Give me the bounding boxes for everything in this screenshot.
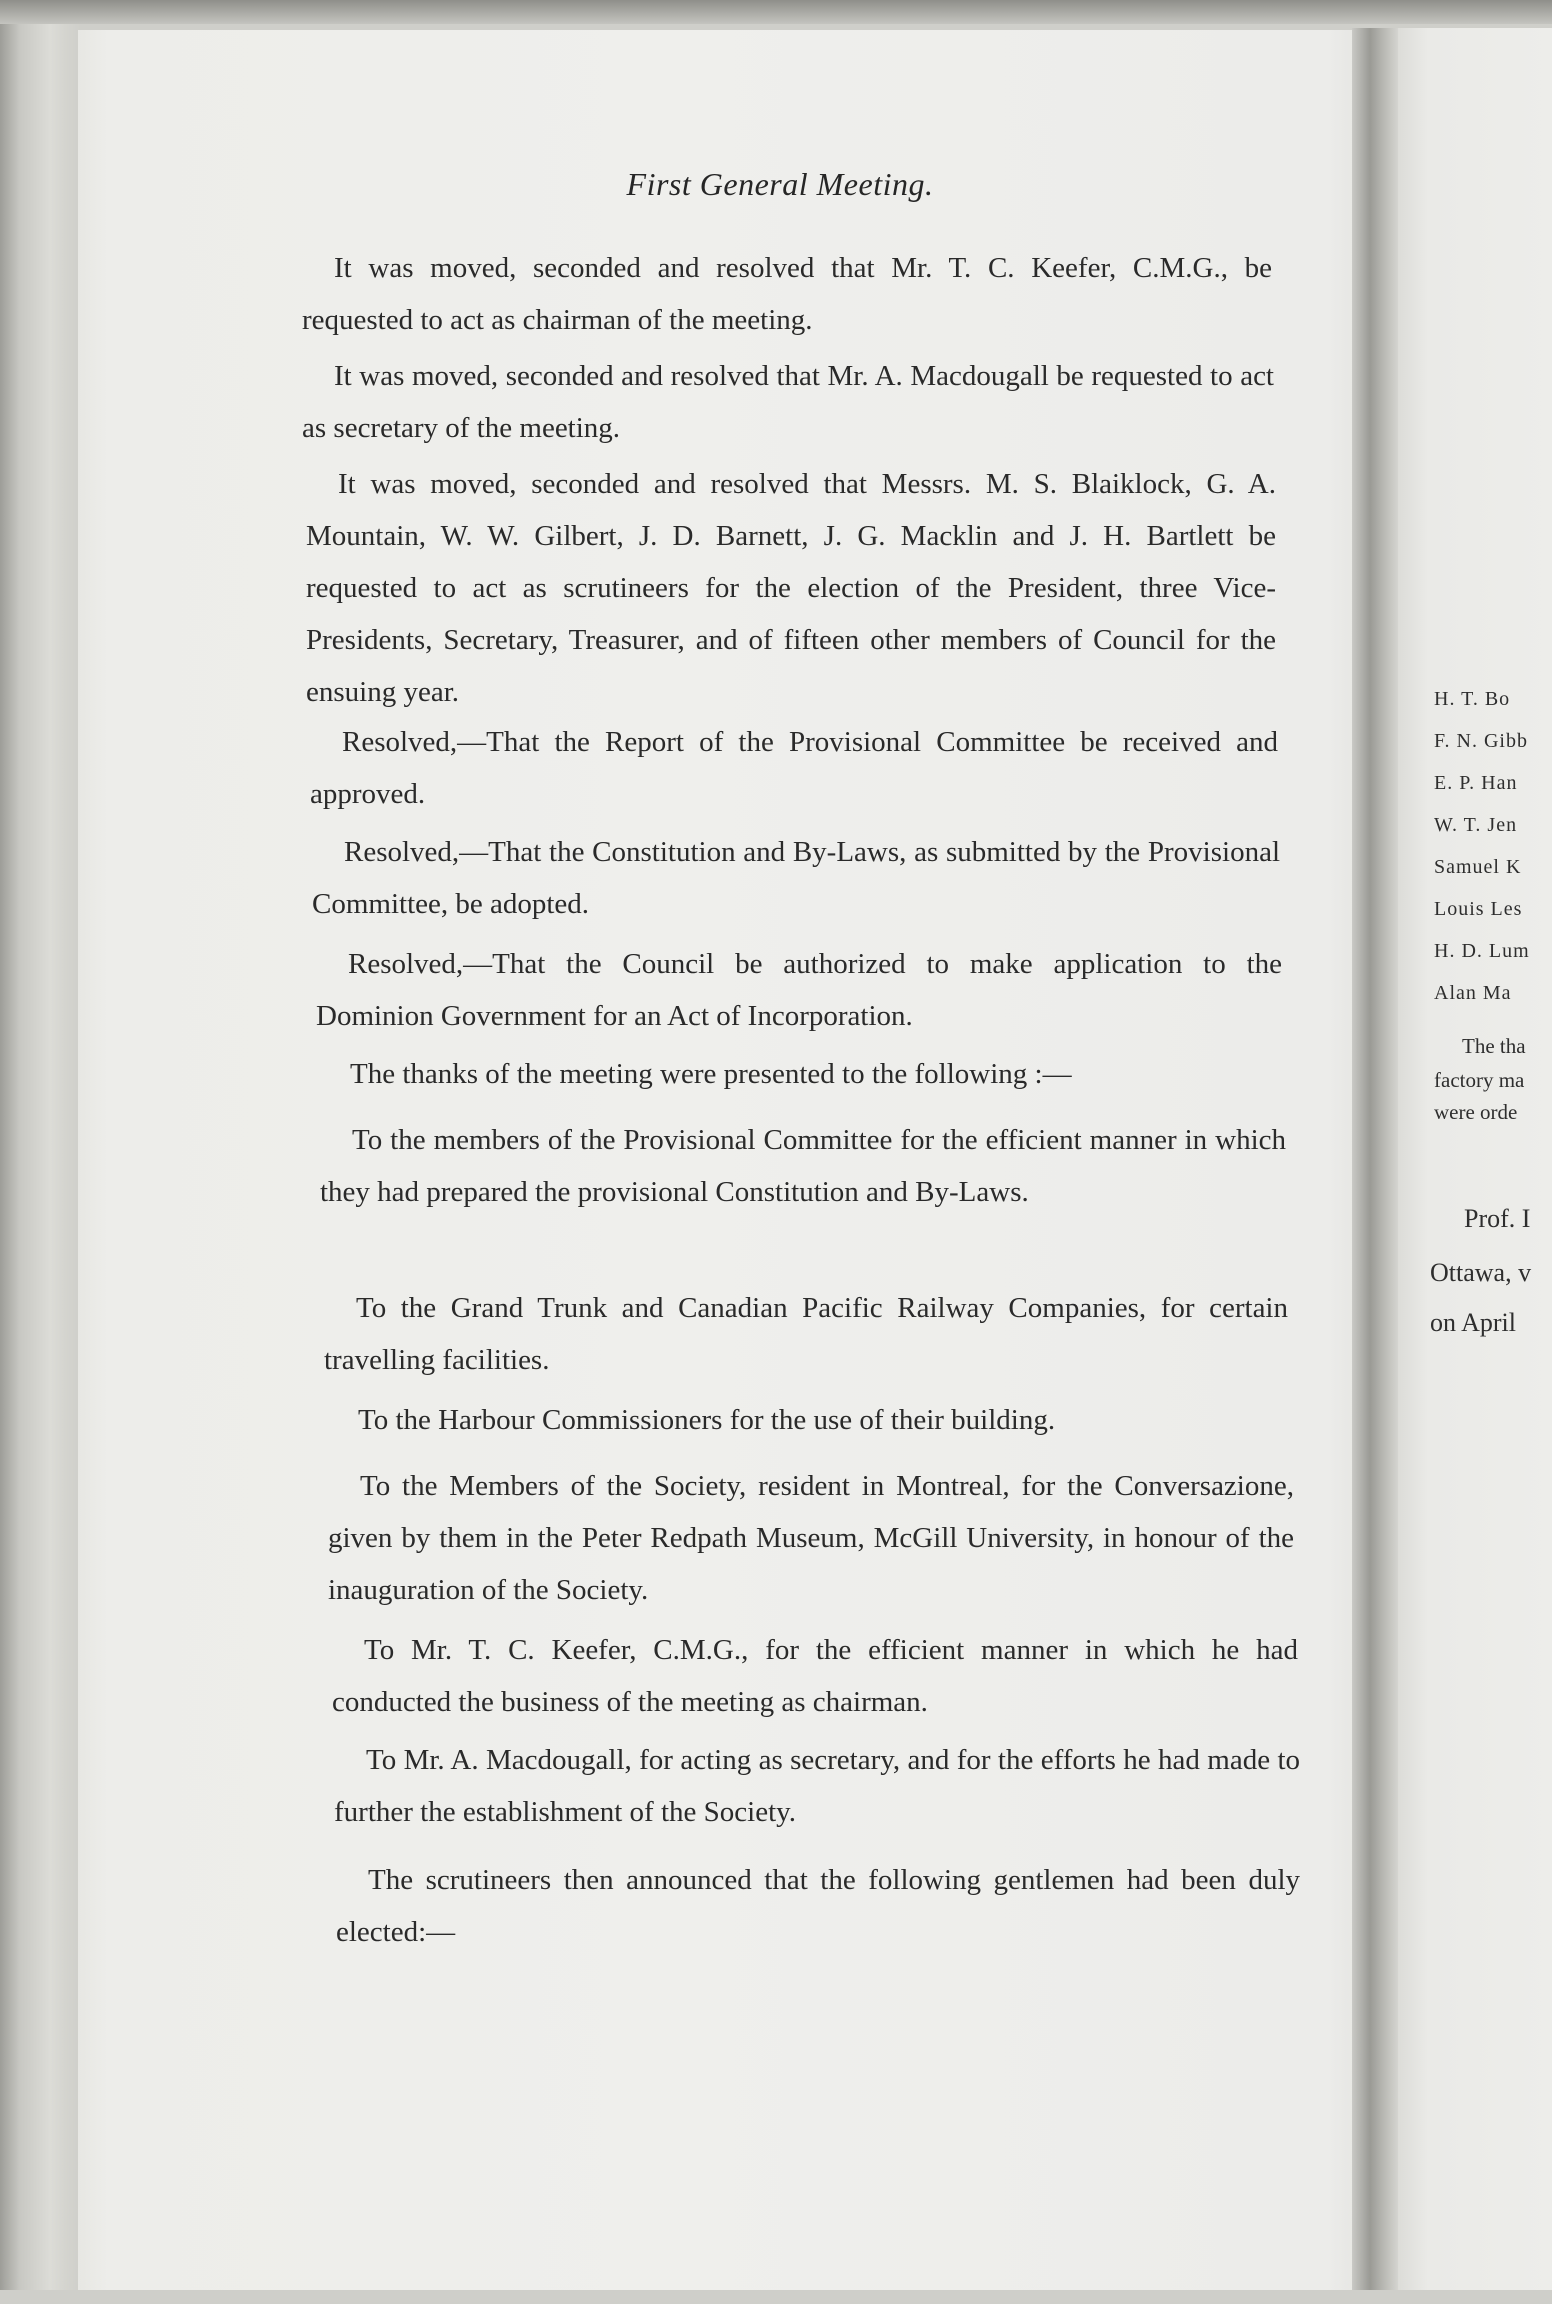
right-page-name: W. T. Jen [1434, 814, 1518, 836]
paragraph-thanks-intro: The thanks of the meeting were presented to the following :— [350, 1058, 1072, 1090]
paragraph-scrutineers: It was moved, seconded and resolved that Messrs. M. S. Blaiklock, G. A. Mountain, W. W. Gilbert, J. D. Barnett, J. G. Macklin and J. H. Bartlett be requested to act as scrutineers for the election of the President, three Vice-Presidents, Secretary, Treasurer, and of fifteen other members of Council for the ensuing year. [306, 468, 1276, 708]
right-page-line: factory ma [1434, 1068, 1525, 1092]
right-page-name: Alan Ma [1434, 982, 1512, 1004]
paragraph-secretary: It was moved, seconded and resolved that Mr. A. Macdougall be requested to act as secretary of the meeting. [302, 360, 1274, 444]
page-gutter [1352, 28, 1400, 2304]
right-page-name: E. P. Han [1434, 772, 1518, 794]
paragraph-thanks-secretary: To Mr. A. Macdougall, for acting as secretary, and for the efforts he had made to further the establishment of the Society. [334, 1744, 1300, 1828]
paragraph-elected: The scrutineers then announced that the following gentlemen had been duly elected:— [336, 1864, 1300, 1948]
right-page-line: on April [1430, 1308, 1516, 1337]
right-page [1398, 28, 1552, 2304]
scan-top-edge [0, 0, 1552, 24]
paragraph-incorporation: Resolved,—That the Council be authorized to make application to the Dominion Government for an Act of Incorporation. [316, 948, 1282, 1032]
right-page-line: The tha [1462, 1034, 1526, 1058]
paragraph-thanks-railways: To the Grand Trunk and Canadian Pacific Railway Companies, for certain travelling facilities. [324, 1292, 1288, 1376]
right-page-line: Prof. I [1464, 1204, 1531, 1233]
paragraph-thanks-harbour: To the Harbour Commissioners for the use of their building. [358, 1404, 1056, 1436]
right-page-line: were orde [1434, 1100, 1518, 1124]
right-page-name: H. T. Bo [1434, 688, 1511, 710]
paragraph-thanks-provisional-committee: To the members of the Provisional Committee for the efficient manner in which they had prepared the provisional Constitution and By-Laws. [320, 1124, 1286, 1208]
paragraph-constitution-adopted: Resolved,—That the Constitution and By-Laws, as submitted by the Provisional Committee, be adopted. [312, 836, 1280, 920]
paragraph-report-approved: Resolved,—That the Report of the Provisional Committee be received and approved. [310, 726, 1278, 810]
paragraph-chairman: It was moved, seconded and resolved that Mr. T. C. Keefer, C.M.G., be requested to act as chairman of the meeting. [302, 252, 1272, 336]
paragraph-thanks-chairman: To Mr. T. C. Keefer, C.M.G., for the efficient manner in which he had conducted the business of the meeting as chairman. [332, 1634, 1298, 1718]
right-page-name: H. D. Lum [1434, 940, 1530, 962]
right-page-name: F. N. Gibb [1434, 730, 1528, 752]
right-page-line: Ottawa, v [1430, 1258, 1532, 1287]
right-page-name: Samuel K [1434, 856, 1522, 878]
scan-bottom-edge [0, 2290, 1552, 2304]
paragraph-thanks-conversazione: To the Members of the Society, resident in Montreal, for the Conversazione, given by them in the Peter Redpath Museum, McGill University, in honour of the inauguration of the Society. [328, 1470, 1294, 1606]
right-page-name: Louis Les [1434, 898, 1523, 920]
page-heading: First General Meeting. [626, 166, 934, 202]
